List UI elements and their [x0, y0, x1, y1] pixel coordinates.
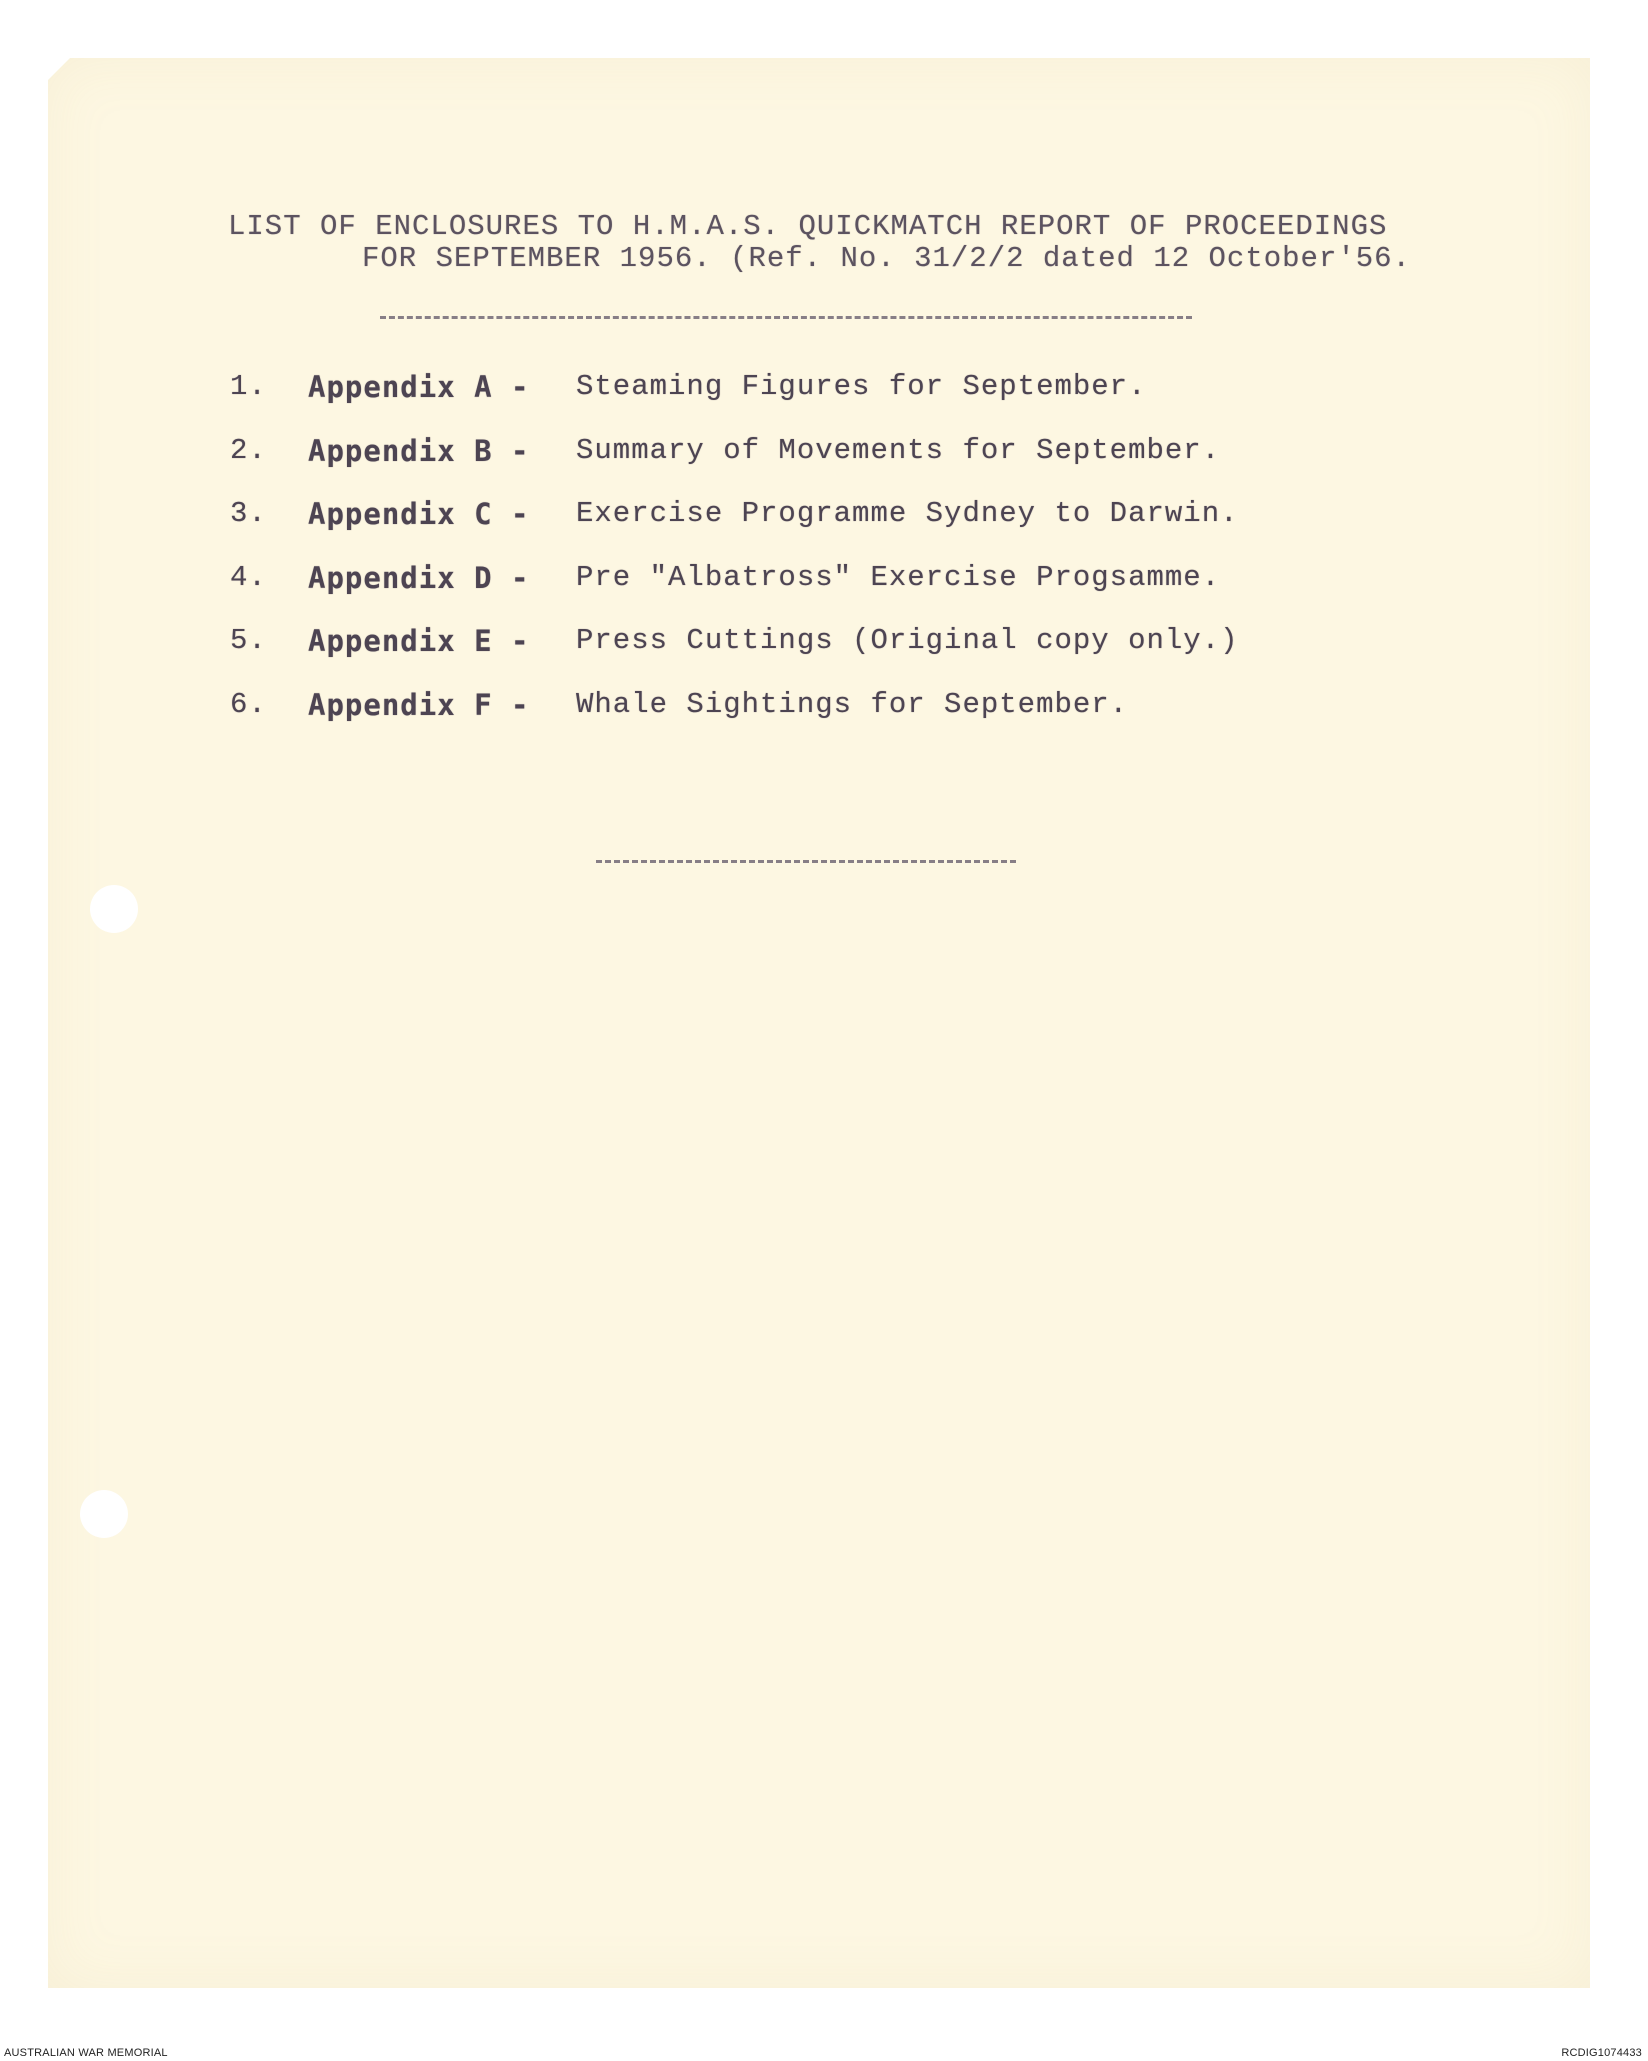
item-appendix: Appendix F - [308, 687, 530, 722]
item-description: Press Cuttings (Original copy only.) [576, 624, 1239, 657]
footer-archive-name: AUSTRALIAN WAR MEMORIAL [4, 2047, 168, 2059]
document-heading-line-1: LIST OF ENCLOSURES TO H.M.A.S. QUICKMATCH REPORT OF PROCEEDINGS [228, 210, 1388, 243]
list-item [228, 497, 1428, 561]
dashed-rule-top [380, 316, 1192, 319]
document-heading-line-2: FOR SEPTEMBER 1956. (Ref. No. 31/2/2 dated 12 October'56. [362, 242, 1411, 275]
item-number: 4. [230, 560, 267, 594]
list-item [228, 370, 1428, 434]
punch-hole [80, 1490, 128, 1538]
list-item [228, 688, 1428, 752]
item-number: 5. [230, 624, 267, 657]
item-appendix: Appendix C - [308, 497, 530, 531]
item-description: Summary of Movements for September. [576, 433, 1221, 467]
item-appendix: Appendix D - [308, 560, 530, 595]
dashed-rule-bottom [596, 860, 1016, 863]
list-item [228, 561, 1428, 625]
item-description: Exercise Programme Sydney to Darwin. [576, 497, 1239, 530]
list-item [228, 434, 1428, 498]
punch-hole [90, 885, 138, 933]
item-number: 6. [230, 687, 267, 721]
item-number: 1. [230, 370, 267, 403]
item-appendix: Appendix A - [308, 370, 530, 404]
item-appendix: Appendix B - [308, 433, 530, 468]
item-description: Pre "Albatross" Exercise Progsamme. [576, 560, 1221, 594]
item-description: Whale Sightings for September. [576, 687, 1129, 721]
footer-record-id: RCDIG1074433 [1561, 2047, 1642, 2059]
item-number: 3. [230, 497, 267, 530]
list-item [228, 624, 1428, 688]
item-number: 2. [230, 433, 267, 467]
item-description: Steaming Figures for September. [576, 370, 1147, 403]
document-page [48, 58, 1590, 1988]
page-corner-fold [48, 58, 70, 80]
item-appendix: Appendix E - [308, 624, 530, 658]
enclosure-list [228, 370, 1428, 751]
